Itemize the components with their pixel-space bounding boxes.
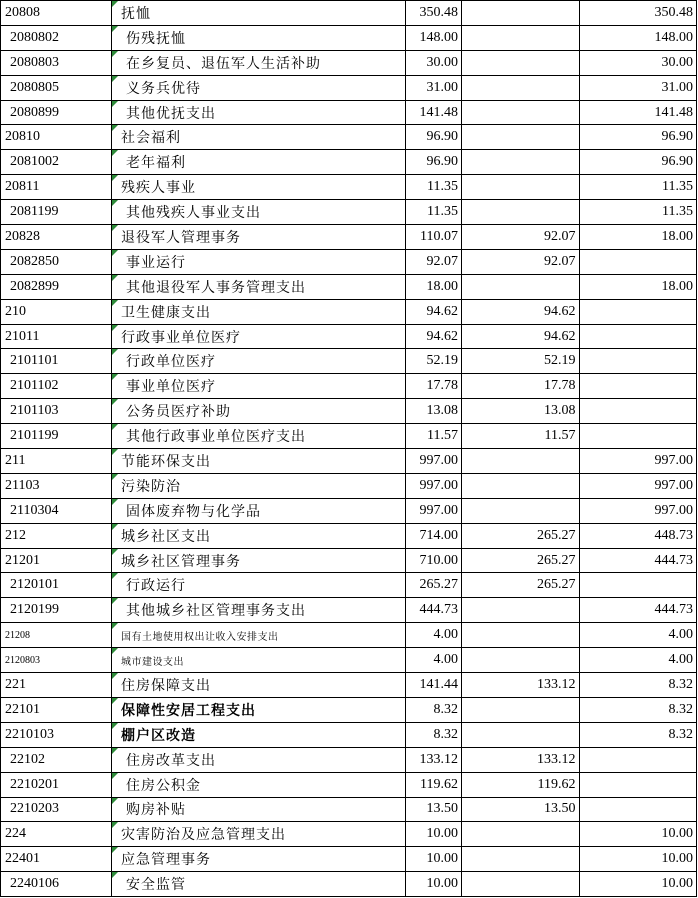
project-amount: 350.48: [579, 1, 697, 26]
total-amount: 52.19: [406, 349, 462, 374]
table-row: [1, 399, 697, 424]
total-amount: 350.48: [406, 1, 462, 26]
item-code: 2240106: [1, 872, 112, 897]
table-row: [1, 598, 697, 623]
total-amount: 96.90: [406, 125, 462, 150]
item-code: 2101101: [1, 349, 112, 374]
project-amount: 18.00: [579, 225, 697, 250]
item-code: 20808: [1, 1, 112, 26]
total-amount: 92.07: [406, 249, 462, 274]
total-amount: 30.00: [406, 50, 462, 75]
total-amount: 96.90: [406, 150, 462, 175]
basic-amount: 94.62: [462, 324, 580, 349]
project-amount: 10.00: [579, 847, 697, 872]
item-name: 残疾人事业: [112, 175, 406, 200]
table-row: [1, 274, 697, 299]
project-amount: 997.00: [579, 449, 697, 474]
total-amount: 11.35: [406, 200, 462, 225]
table-row: [1, 822, 697, 847]
project-amount: 4.00: [579, 623, 697, 648]
item-code: 2101102: [1, 374, 112, 399]
table-row: [1, 648, 697, 673]
project-amount: 10.00: [579, 822, 697, 847]
item-code: 2080899: [1, 100, 112, 125]
item-name: 城乡社区管理事务: [112, 548, 406, 573]
basic-amount: 133.12: [462, 673, 580, 698]
total-amount: 10.00: [406, 847, 462, 872]
basic-amount: [462, 722, 580, 747]
table-row: [1, 150, 697, 175]
item-name: 事业单位医疗: [112, 374, 406, 399]
basic-amount: [462, 697, 580, 722]
item-code: 2081002: [1, 150, 112, 175]
basic-amount: 13.50: [462, 797, 580, 822]
total-amount: 13.08: [406, 399, 462, 424]
project-amount: 444.73: [579, 598, 697, 623]
basic-amount: [462, 75, 580, 100]
total-amount: 94.62: [406, 299, 462, 324]
project-amount: 448.73: [579, 523, 697, 548]
table-row: [1, 847, 697, 872]
table-row: [1, 75, 697, 100]
item-code: 21103: [1, 473, 112, 498]
item-code: 21011: [1, 324, 112, 349]
item-code: 2210103: [1, 722, 112, 747]
table-row: [1, 872, 697, 897]
item-code: 221: [1, 673, 112, 698]
item-name: 固体废弃物与化学品: [112, 498, 406, 523]
table-row: [1, 498, 697, 523]
basic-amount: [462, 872, 580, 897]
table-row: [1, 200, 697, 225]
basic-amount: [462, 598, 580, 623]
table-row: [1, 50, 697, 75]
basic-amount: [462, 175, 580, 200]
item-code: 22102: [1, 747, 112, 772]
total-amount: 141.44: [406, 673, 462, 698]
item-name: 购房补贴: [112, 797, 406, 822]
total-amount: 18.00: [406, 274, 462, 299]
project-amount: [579, 573, 697, 598]
basic-amount: [462, 822, 580, 847]
project-amount: [579, 349, 697, 374]
table-row: [1, 523, 697, 548]
project-amount: 18.00: [579, 274, 697, 299]
item-name: 城市建设支出: [112, 648, 406, 673]
item-code: 2101103: [1, 399, 112, 424]
project-amount: [579, 399, 697, 424]
project-amount: 8.32: [579, 697, 697, 722]
basic-amount: 92.07: [462, 249, 580, 274]
basic-amount: 92.07: [462, 225, 580, 250]
total-amount: 997.00: [406, 473, 462, 498]
item-code: 2120199: [1, 598, 112, 623]
project-amount: [579, 249, 697, 274]
item-name: 事业运行: [112, 249, 406, 274]
total-amount: 10.00: [406, 822, 462, 847]
project-amount: [579, 299, 697, 324]
project-amount: [579, 772, 697, 797]
item-code: 2080803: [1, 50, 112, 75]
basic-amount: [462, 648, 580, 673]
basic-amount: [462, 274, 580, 299]
table-row: [1, 473, 697, 498]
basic-amount: [462, 449, 580, 474]
total-amount: 17.78: [406, 374, 462, 399]
basic-amount: [462, 1, 580, 26]
project-amount: 997.00: [579, 498, 697, 523]
item-name: 住房保障支出: [112, 673, 406, 698]
project-amount: [579, 324, 697, 349]
item-code: 21208: [1, 623, 112, 648]
item-name: 在乡复员、退伍军人生活补助: [112, 50, 406, 75]
basic-amount: 265.27: [462, 573, 580, 598]
item-name: 应急管理事务: [112, 847, 406, 872]
total-amount: 265.27: [406, 573, 462, 598]
table-row: [1, 125, 697, 150]
item-name: 住房公积金: [112, 772, 406, 797]
item-name: 行政运行: [112, 573, 406, 598]
basic-amount: [462, 50, 580, 75]
basic-amount: [462, 150, 580, 175]
project-amount: 148.00: [579, 25, 697, 50]
item-name: 老年福利: [112, 150, 406, 175]
item-code: 2081199: [1, 200, 112, 225]
project-amount: 997.00: [579, 473, 697, 498]
project-amount: 4.00: [579, 648, 697, 673]
item-name: 灾害防治及应急管理支出: [112, 822, 406, 847]
project-amount: 31.00: [579, 75, 697, 100]
table-row: [1, 449, 697, 474]
table-row: [1, 573, 697, 598]
basic-amount: 13.08: [462, 399, 580, 424]
total-amount: 997.00: [406, 449, 462, 474]
project-amount: 10.00: [579, 872, 697, 897]
basic-amount: [462, 100, 580, 125]
total-amount: 4.00: [406, 623, 462, 648]
basic-amount: [462, 473, 580, 498]
item-code: 2120101: [1, 573, 112, 598]
basic-amount: 133.12: [462, 747, 580, 772]
item-code: 22101: [1, 697, 112, 722]
item-name: 节能环保支出: [112, 449, 406, 474]
table-row: [1, 623, 697, 648]
basic-amount: [462, 623, 580, 648]
table-row: [1, 25, 697, 50]
item-code: 20810: [1, 125, 112, 150]
item-code: 224: [1, 822, 112, 847]
total-amount: 94.62: [406, 324, 462, 349]
item-name: 义务兵优待: [112, 75, 406, 100]
item-code: 21201: [1, 548, 112, 573]
total-amount: 4.00: [406, 648, 462, 673]
budget-table-body: [1, 1, 697, 897]
item-name: 行政单位医疗: [112, 349, 406, 374]
basic-amount: 265.27: [462, 548, 580, 573]
item-code: 2210201: [1, 772, 112, 797]
table-row: [1, 299, 697, 324]
table-row: [1, 722, 697, 747]
item-code: 2101199: [1, 424, 112, 449]
table-row: [1, 100, 697, 125]
item-name: 其他退役军人事务管理支出: [112, 274, 406, 299]
basic-amount: 52.19: [462, 349, 580, 374]
table-row: [1, 349, 697, 374]
item-name: 社会福利: [112, 125, 406, 150]
item-name: 其他残疾人事业支出: [112, 200, 406, 225]
item-code: 22401: [1, 847, 112, 872]
project-amount: 30.00: [579, 50, 697, 75]
item-name: 棚户区改造: [112, 722, 406, 747]
item-name: 国有土地使用权出让收入安排支出: [112, 623, 406, 648]
item-code: 2210203: [1, 797, 112, 822]
basic-amount: 11.57: [462, 424, 580, 449]
project-amount: 96.90: [579, 150, 697, 175]
project-amount: 8.32: [579, 722, 697, 747]
total-amount: 8.32: [406, 697, 462, 722]
total-amount: 8.32: [406, 722, 462, 747]
item-name: 抚恤: [112, 1, 406, 26]
table-row: [1, 424, 697, 449]
item-name: 其他行政事业单位医疗支出: [112, 424, 406, 449]
total-amount: 110.07: [406, 225, 462, 250]
table-row: [1, 747, 697, 772]
table-row: [1, 374, 697, 399]
item-name: 其他城乡社区管理事务支出: [112, 598, 406, 623]
table-row: [1, 225, 697, 250]
total-amount: 710.00: [406, 548, 462, 573]
table-row: [1, 175, 697, 200]
basic-amount: [462, 200, 580, 225]
basic-amount: [462, 125, 580, 150]
total-amount: 11.35: [406, 175, 462, 200]
item-code: 2080802: [1, 25, 112, 50]
item-name: 安全监管: [112, 872, 406, 897]
item-name: 其他优抚支出: [112, 100, 406, 125]
project-amount: 11.35: [579, 175, 697, 200]
total-amount: 11.57: [406, 424, 462, 449]
total-amount: 13.50: [406, 797, 462, 822]
item-name: 退役军人管理事务: [112, 225, 406, 250]
item-name: 污染防治: [112, 473, 406, 498]
total-amount: 714.00: [406, 523, 462, 548]
project-amount: 141.48: [579, 100, 697, 125]
item-code: 2120803: [1, 648, 112, 673]
basic-amount: 94.62: [462, 299, 580, 324]
item-code: 2082850: [1, 249, 112, 274]
item-name: 保障性安居工程支出: [112, 697, 406, 722]
project-amount: [579, 747, 697, 772]
basic-amount: [462, 25, 580, 50]
table-row: [1, 548, 697, 573]
total-amount: 141.48: [406, 100, 462, 125]
table-row: [1, 797, 697, 822]
item-name: 伤残抚恤: [112, 25, 406, 50]
item-name: 住房改革支出: [112, 747, 406, 772]
project-amount: 11.35: [579, 200, 697, 225]
item-name: 城乡社区支出: [112, 523, 406, 548]
project-amount: 96.90: [579, 125, 697, 150]
project-amount: [579, 424, 697, 449]
item-name: 卫生健康支出: [112, 299, 406, 324]
basic-amount: [462, 847, 580, 872]
table-row: [1, 772, 697, 797]
project-amount: [579, 797, 697, 822]
total-amount: 133.12: [406, 747, 462, 772]
item-name: 行政事业单位医疗: [112, 324, 406, 349]
basic-amount: 17.78: [462, 374, 580, 399]
item-name: 公务员医疗补助: [112, 399, 406, 424]
total-amount: 444.73: [406, 598, 462, 623]
total-amount: 148.00: [406, 25, 462, 50]
item-code: 211: [1, 449, 112, 474]
total-amount: 10.00: [406, 872, 462, 897]
item-code: 210: [1, 299, 112, 324]
item-code: 20828: [1, 225, 112, 250]
total-amount: 31.00: [406, 75, 462, 100]
basic-amount: 119.62: [462, 772, 580, 797]
project-amount: 444.73: [579, 548, 697, 573]
basic-amount: 265.27: [462, 523, 580, 548]
item-code: 212: [1, 523, 112, 548]
basic-amount: [462, 498, 580, 523]
table-row: [1, 673, 697, 698]
item-code: 2082899: [1, 274, 112, 299]
total-amount: 997.00: [406, 498, 462, 523]
table-row: [1, 697, 697, 722]
total-amount: 119.62: [406, 772, 462, 797]
table-row: [1, 1, 697, 26]
table-row: [1, 249, 697, 274]
table-row: [1, 324, 697, 349]
item-code: 2110304: [1, 498, 112, 523]
item-code: 20811: [1, 175, 112, 200]
project-amount: 8.32: [579, 673, 697, 698]
item-code: 2080805: [1, 75, 112, 100]
project-amount: [579, 374, 697, 399]
